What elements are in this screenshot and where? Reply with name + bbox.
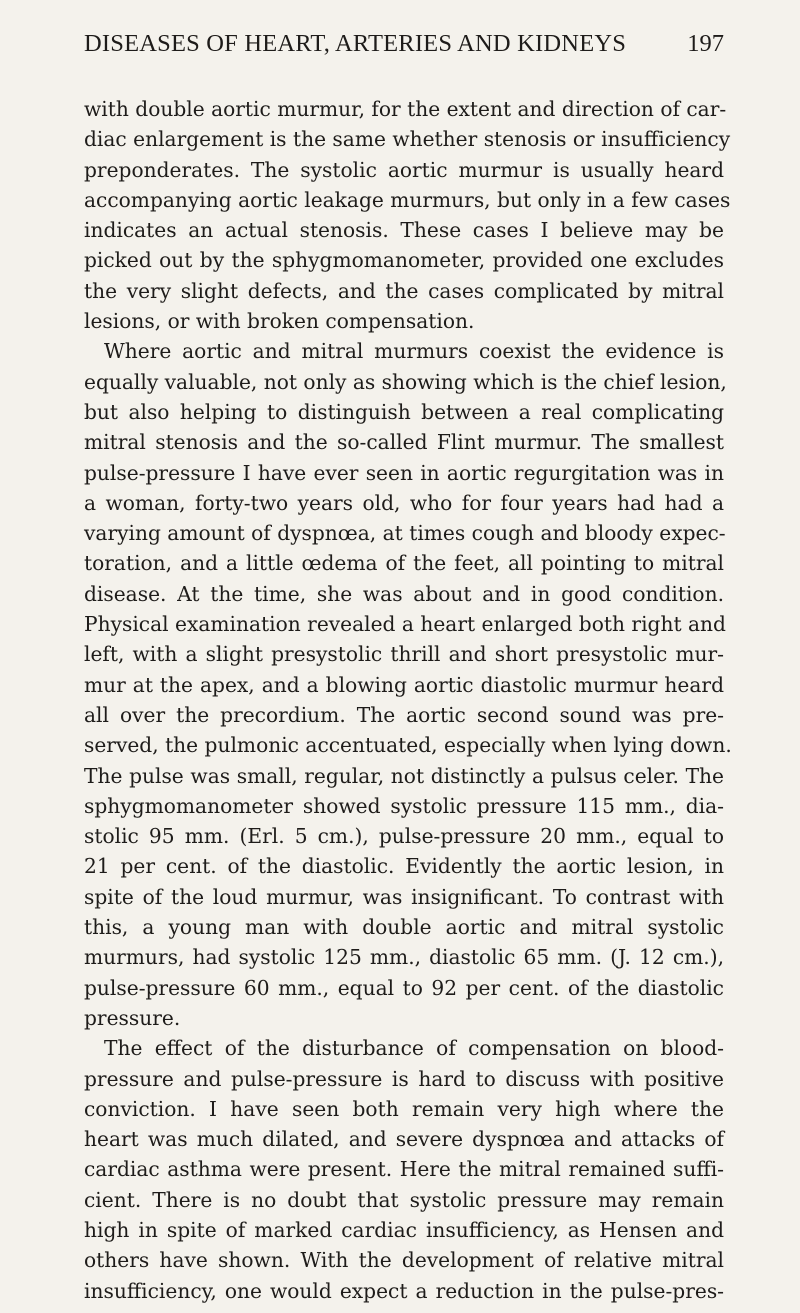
text-line: pressure and pulse-pressure is hard to discuss with positive [84, 1066, 724, 1091]
text-line: cient. There is no doubt that systolic pressure may remain [84, 1187, 724, 1212]
text-line: Where aortic and mitral murmurs coexist the evidence is [104, 339, 724, 364]
text-line: others have shown. With the development of relative mitral [84, 1248, 724, 1273]
running-head-title: DISEASES OF HEART, ARTERIES AND KIDNEYS [84, 30, 627, 57]
text-line: sphygmomanometer showed systolic pressure 115 mm., dia- [84, 793, 724, 818]
text-line: with double aortic murmur, for the extent and direction of car- [84, 97, 727, 121]
text-line: spite of the loud murmur, was insignificant. To contrast with [84, 884, 724, 909]
running-head [84, 30, 724, 64]
text-line: picked out by the sphygmomanometer, provided one excludes [84, 248, 724, 273]
text-line: diac enlargement is the same whether stenosis or insufficiency [84, 127, 731, 152]
text-line: insufficiency, one would expect a reduction in the pulse-pres- [84, 1278, 724, 1303]
text-line: heart was much dilated, and severe dyspnœa and attacks of [84, 1127, 724, 1152]
text-line: conviction. I have seen both remain very high where the [84, 1096, 724, 1121]
text-line: stolic 95 mm. (Erl. 5 cm.), pulse-pressure 20 mm., equal to [84, 824, 724, 849]
text-line: but also helping to distinguish between a real complicating [84, 399, 724, 424]
text-line: murmurs, had systolic 125 mm., diastolic 65 mm. (J. 12 cm.), [84, 945, 724, 970]
text-line: served, the pulmonic accentuated, especially when lying down. [84, 733, 732, 758]
text-line: preponderates. The systolic aortic murmur is usually heard [84, 157, 724, 182]
text-line: 21 per cent. of the diastolic. Evidently the aortic lesion, in [84, 854, 724, 879]
text-line: a woman, forty-two years old, who for four years had had a [84, 490, 724, 515]
text-line: cardiac asthma were present. Here the mitral remained suffi- [84, 1157, 724, 1182]
text-line: equally valuable, not only as showing which is the chief lesion, [84, 369, 727, 394]
text-line: left, with a slight presystolic thrill and short presystolic mur- [84, 642, 724, 667]
body-text [84, 94, 732, 1306]
text-line: pulse-pressure 60 mm., equal to 92 per cent. of the diastolic [84, 975, 724, 1000]
text-line: lesions, or with broken compensation. [84, 309, 475, 334]
text-line: pressure. [84, 1005, 181, 1030]
text-line: toration, and a little œdema of the feet, all pointing to mitral [84, 551, 724, 576]
text-line: pulse-pressure I have ever seen in aortic regurgitation was in [84, 460, 724, 485]
text-line: this, a young man with double aortic and mitral systolic [84, 915, 724, 940]
text-line: The effect of the disturbance of compensation on blood- [104, 1036, 724, 1061]
text-line: indicates an actual stenosis. These cases I believe may be [84, 218, 724, 243]
text-line: disease. At the time, she was about and in good condition. [84, 581, 724, 606]
text-line: all over the precordium. The aortic second sound was pre- [84, 702, 724, 727]
text-line: accompanying aortic leakage murmurs, but only in a few cases [84, 187, 731, 212]
text-line: mur at the apex, and a blowing aortic diastolic murmur heard [84, 672, 724, 697]
text-line: The pulse was small, regular, not distinctly a pulsus celer. The [84, 763, 724, 788]
text-line: Physical examination revealed a heart enlarged both right and [84, 612, 726, 637]
text-line: varying amount of dyspnœa, at times cough and bloody expec- [84, 521, 726, 546]
text-line: the very slight defects, and the cases complicated by mitral [84, 278, 724, 303]
text-line: high in spite of marked cardiac insufficiency, as Hensen and [84, 1217, 724, 1242]
text-line: mitral stenosis and the so-called Flint murmur. The smallest [84, 430, 724, 455]
page-number: 197 [687, 30, 724, 57]
